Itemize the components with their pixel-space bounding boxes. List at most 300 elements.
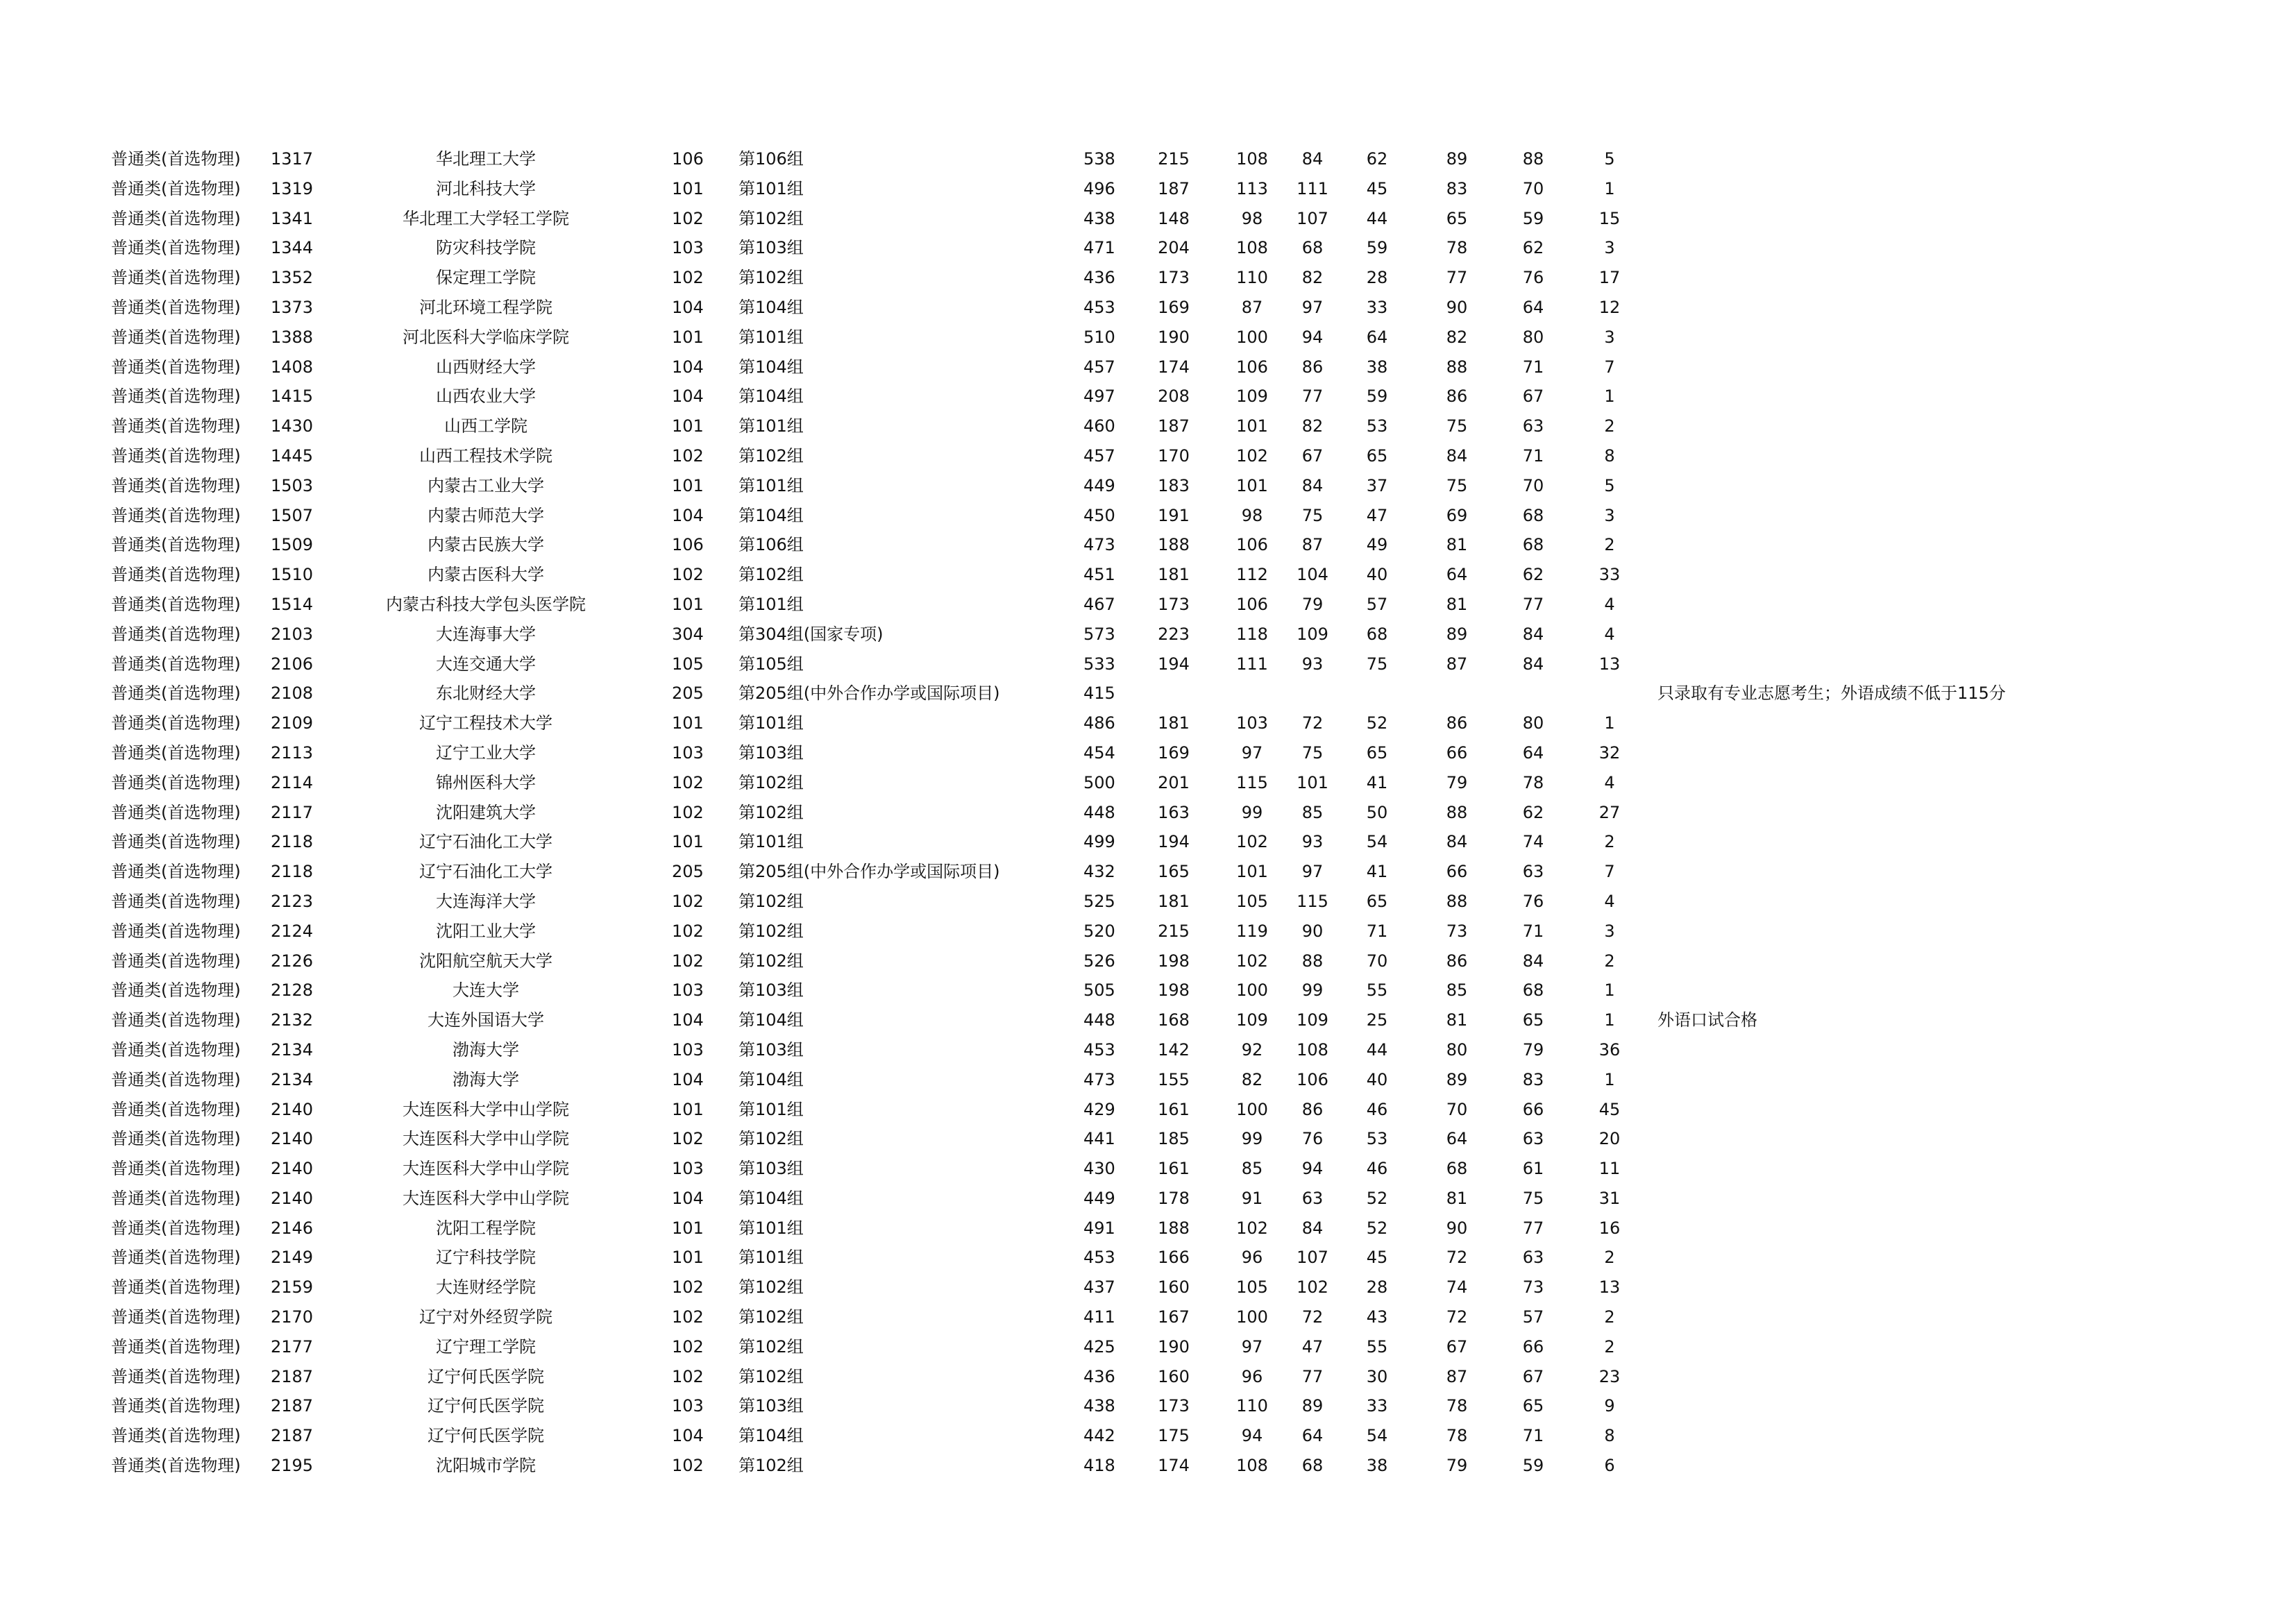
count-cell: 16: [1598, 1218, 1621, 1238]
score-4-cell: 53: [1366, 416, 1388, 436]
score-4-cell: 41: [1366, 772, 1388, 792]
total-score-cell: 411: [1083, 1307, 1115, 1327]
table-row: [0, 233, 2296, 263]
score-1-cell: 161: [1158, 1099, 1190, 1119]
table-row: [0, 411, 2296, 441]
group-name-cell: 第102组: [738, 891, 804, 911]
score-2-cell: 101: [1236, 475, 1268, 495]
score-2-cell: 82: [1241, 1069, 1263, 1089]
table-row: [0, 768, 2296, 798]
count-cell: 7: [1604, 357, 1615, 377]
score-4-cell: 57: [1366, 594, 1388, 614]
category-cell: 普通类(首选物理): [111, 1129, 241, 1149]
score-5-cell: 75: [1446, 475, 1468, 495]
score-1-cell: 187: [1158, 416, 1190, 436]
school-name-cell: 大连医科大学中山学院: [403, 1129, 569, 1149]
score-5-cell: 81: [1446, 1188, 1468, 1208]
total-score-cell: 429: [1083, 1099, 1115, 1119]
score-1-cell: 165: [1158, 862, 1190, 882]
group-name-cell: 第101组: [738, 1248, 804, 1268]
score-1-cell: 174: [1158, 1456, 1190, 1476]
score-6-cell: 59: [1522, 208, 1544, 228]
group-name-cell: 第102组: [738, 951, 804, 971]
total-score-cell: 471: [1083, 238, 1115, 258]
category-cell: 普通类(首选物理): [111, 1336, 241, 1357]
score-2-cell: 91: [1241, 1188, 1263, 1208]
group-name-cell: 第102组: [738, 1307, 804, 1327]
score-2-cell: 102: [1236, 445, 1268, 466]
table-row: [0, 1005, 2296, 1035]
school-name-cell: 内蒙古医科大学: [428, 565, 544, 585]
count-cell: 2: [1604, 951, 1615, 971]
table-row: [0, 530, 2296, 560]
table-row: [0, 560, 2296, 590]
score-2-cell: 109: [1236, 386, 1268, 407]
score-4-cell: 30: [1366, 1366, 1388, 1386]
group-name-cell: 第101组: [738, 1218, 804, 1238]
score-5-cell: 78: [1446, 1426, 1468, 1446]
total-score-cell: 453: [1083, 297, 1115, 317]
score-2-cell: 111: [1236, 654, 1268, 674]
score-3-cell: 107: [1297, 1248, 1328, 1268]
school-name-cell: 大连财经学院: [436, 1277, 536, 1298]
total-score-cell: 430: [1083, 1159, 1115, 1179]
school-code-cell: 2103: [271, 624, 314, 644]
score-1-cell: 170: [1158, 445, 1190, 466]
score-4-cell: 43: [1366, 1307, 1388, 1327]
group-code-cell: 102: [672, 921, 704, 941]
score-4-cell: 33: [1366, 297, 1388, 317]
total-score-cell: 415: [1083, 683, 1115, 704]
count-cell: 2: [1604, 416, 1615, 436]
total-score-cell: 432: [1083, 862, 1115, 882]
total-score-cell: 438: [1083, 1396, 1115, 1416]
score-1-cell: 201: [1158, 772, 1190, 792]
score-6-cell: 63: [1522, 862, 1544, 882]
score-5-cell: 74: [1446, 1277, 1468, 1298]
score-1-cell: 166: [1158, 1248, 1190, 1268]
total-score-cell: 425: [1083, 1336, 1115, 1357]
score-4-cell: 38: [1366, 1456, 1388, 1476]
score-2-cell: 94: [1241, 1426, 1263, 1446]
score-2-cell: 96: [1241, 1248, 1263, 1268]
score-1-cell: 174: [1158, 357, 1190, 377]
school-code-cell: 2140: [271, 1159, 314, 1179]
score-3-cell: 72: [1301, 713, 1324, 733]
group-name-cell: 第102组: [738, 565, 804, 585]
score-5-cell: 68: [1446, 1159, 1468, 1179]
group-name-cell: 第104组: [738, 1426, 804, 1446]
category-cell: 普通类(首选物理): [111, 327, 241, 347]
score-5-cell: 90: [1446, 1218, 1468, 1238]
total-score-cell: 526: [1083, 951, 1115, 971]
group-name-cell: 第102组: [738, 268, 804, 288]
total-score-cell: 436: [1083, 1366, 1115, 1386]
category-cell: 普通类(首选物理): [111, 594, 241, 614]
total-score-cell: 510: [1083, 327, 1115, 347]
school-code-cell: 1373: [271, 297, 314, 317]
score-2-cell: 100: [1236, 1099, 1268, 1119]
score-5-cell: 84: [1446, 832, 1468, 852]
category-cell: 普通类(首选物理): [111, 1277, 241, 1298]
score-3-cell: 86: [1301, 1099, 1324, 1119]
group-code-cell: 101: [672, 594, 704, 614]
score-5-cell: 77: [1446, 268, 1468, 288]
score-2-cell: 105: [1236, 1277, 1268, 1298]
score-4-cell: 37: [1366, 475, 1388, 495]
score-5-cell: 64: [1446, 1129, 1468, 1149]
group-code-cell: 102: [672, 951, 704, 971]
score-4-cell: 25: [1366, 1010, 1388, 1030]
score-2-cell: 96: [1241, 1366, 1263, 1386]
total-score-cell: 520: [1083, 921, 1115, 941]
school-code-cell: 2109: [271, 713, 314, 733]
category-cell: 普通类(首选物理): [111, 654, 241, 674]
school-name-cell: 河北环境工程学院: [419, 297, 552, 317]
total-score-cell: 448: [1083, 802, 1115, 822]
score-2-cell: 105: [1236, 891, 1268, 911]
school-code-cell: 1503: [271, 475, 314, 495]
count-cell: 2: [1604, 1336, 1615, 1357]
group-code-cell: 205: [672, 862, 704, 882]
group-code-cell: 102: [672, 891, 704, 911]
total-score-cell: 457: [1083, 357, 1115, 377]
score-6-cell: [1513, 679, 1553, 708]
score-4-cell: 71: [1366, 921, 1388, 941]
school-name-cell: 内蒙古科技大学包头医学院: [386, 594, 586, 614]
school-code-cell: 2187: [271, 1396, 314, 1416]
group-code-cell: 101: [672, 1248, 704, 1268]
score-6-cell: 63: [1522, 416, 1544, 436]
score-2-cell: 119: [1236, 921, 1268, 941]
score-3-cell: 64: [1301, 1426, 1324, 1446]
score-1-cell: 215: [1158, 921, 1190, 941]
score-4-cell: 68: [1366, 624, 1388, 644]
school-name-cell: 辽宁何氏医学院: [428, 1426, 544, 1446]
score-1-cell: 187: [1158, 178, 1190, 198]
score-3-cell: 84: [1301, 149, 1324, 169]
table-row: [0, 1214, 2296, 1243]
group-name-cell: 第103组: [738, 980, 804, 1001]
table-row: [0, 1302, 2296, 1332]
score-6-cell: 66: [1522, 1099, 1544, 1119]
score-2-cell: 102: [1236, 1218, 1268, 1238]
score-6-cell: 57: [1522, 1307, 1544, 1327]
score-6-cell: 76: [1522, 268, 1544, 288]
school-name-cell: 大连大学: [453, 980, 519, 1001]
score-5-cell: [1437, 679, 1477, 708]
school-code-cell: 2118: [271, 862, 314, 882]
group-code-cell: 101: [672, 832, 704, 852]
score-2-cell: 109: [1236, 1010, 1268, 1030]
score-3-cell: 108: [1297, 1039, 1328, 1060]
score-3-cell: 94: [1301, 1159, 1324, 1179]
school-name-cell: 辽宁工程技术大学: [419, 713, 552, 733]
score-5-cell: 72: [1446, 1307, 1468, 1327]
score-3-cell: 72: [1301, 1307, 1324, 1327]
score-4-cell: 38: [1366, 357, 1388, 377]
score-2-cell: 87: [1241, 297, 1263, 317]
score-4-cell: 40: [1366, 1069, 1388, 1089]
table-row: [0, 679, 2296, 708]
category-cell: 普通类(首选物理): [111, 1099, 241, 1119]
score-3-cell: 86: [1301, 357, 1324, 377]
school-name-cell: 辽宁何氏医学院: [428, 1366, 544, 1386]
category-cell: 普通类(首选物理): [111, 565, 241, 585]
group-code-cell: 102: [672, 1366, 704, 1386]
total-score-cell: 499: [1083, 832, 1115, 852]
score-3-cell: 104: [1297, 565, 1328, 585]
school-name-cell: 内蒙古师范大学: [428, 505, 544, 525]
group-name-cell: 第205组(中外合作办学或国际项目): [738, 683, 1000, 704]
score-6-cell: 62: [1522, 802, 1544, 822]
group-name-cell: 第103组: [738, 1039, 804, 1060]
score-6-cell: 84: [1522, 624, 1544, 644]
total-score-cell: 467: [1083, 594, 1115, 614]
score-1-cell: 181: [1158, 713, 1190, 733]
school-name-cell: 山西工学院: [444, 416, 527, 436]
score-3-cell: 77: [1301, 386, 1324, 407]
total-score-cell: 533: [1083, 654, 1115, 674]
score-6-cell: 83: [1522, 1069, 1544, 1089]
score-6-cell: 76: [1522, 891, 1544, 911]
count-cell: 6: [1604, 1456, 1615, 1476]
total-score-cell: 451: [1083, 565, 1115, 585]
score-6-cell: 73: [1522, 1277, 1544, 1298]
score-2-cell: 102: [1236, 951, 1268, 971]
group-name-cell: 第103组: [738, 238, 804, 258]
school-code-cell: 1509: [271, 535, 314, 555]
score-3-cell: 68: [1301, 238, 1324, 258]
count-cell: 13: [1598, 654, 1621, 674]
score-4-cell: 44: [1366, 1039, 1388, 1060]
school-code-cell: 1510: [271, 565, 314, 585]
total-score-cell: 453: [1083, 1248, 1115, 1268]
category-cell: 普通类(首选物理): [111, 357, 241, 377]
score-1-cell: 173: [1158, 594, 1190, 614]
group-name-cell: 第104组: [738, 357, 804, 377]
score-2-cell: 98: [1241, 505, 1263, 525]
score-4-cell: 45: [1366, 178, 1388, 198]
school-code-cell: 2140: [271, 1129, 314, 1149]
score-3-cell: 63: [1301, 1188, 1324, 1208]
score-5-cell: 66: [1446, 742, 1468, 763]
group-name-cell: 第101组: [738, 832, 804, 852]
score-2-cell: 97: [1241, 742, 1263, 763]
school-code-cell: 2108: [271, 683, 314, 704]
score-5-cell: 79: [1446, 772, 1468, 792]
group-code-cell: 102: [672, 268, 704, 288]
score-4-cell: 55: [1366, 1336, 1388, 1357]
school-code-cell: 1430: [271, 416, 314, 436]
table-row: [0, 144, 2296, 174]
score-5-cell: 86: [1446, 951, 1468, 971]
score-6-cell: 67: [1522, 1366, 1544, 1386]
count-cell: 1: [1604, 1010, 1615, 1030]
school-code-cell: 2134: [271, 1069, 314, 1089]
score-1-cell: 173: [1158, 1396, 1190, 1416]
score-1-cell: 175: [1158, 1426, 1190, 1446]
school-name-cell: 沈阳工业大学: [436, 921, 536, 941]
score-5-cell: 64: [1446, 565, 1468, 585]
count-cell: 2: [1604, 1248, 1615, 1268]
score-6-cell: 88: [1522, 149, 1544, 169]
category-cell: 普通类(首选物理): [111, 1456, 241, 1476]
score-4-cell: 49: [1366, 535, 1388, 555]
school-name-cell: 锦州医科大学: [436, 772, 536, 792]
score-6-cell: 80: [1522, 713, 1544, 733]
category-cell: 普通类(首选物理): [111, 1426, 241, 1446]
note-cell: 只录取有专业志愿考生；外语成绩不低于115分: [1657, 683, 2006, 704]
score-2-cell: 97: [1241, 1336, 1263, 1357]
total-score-cell: 449: [1083, 1188, 1115, 1208]
category-cell: 普通类(首选物理): [111, 505, 241, 525]
score-6-cell: 64: [1522, 742, 1544, 763]
group-code-cell: 101: [672, 416, 704, 436]
category-cell: 普通类(首选物理): [111, 475, 241, 495]
score-4-cell: 62: [1366, 149, 1388, 169]
score-4-cell: 64: [1366, 327, 1388, 347]
score-5-cell: 70: [1446, 1099, 1468, 1119]
total-score-cell: 525: [1083, 891, 1115, 911]
school-code-cell: 1344: [271, 238, 314, 258]
school-code-cell: 2113: [271, 742, 314, 763]
score-5-cell: 86: [1446, 386, 1468, 407]
group-name-cell: 第205组(中外合作办学或国际项目): [738, 862, 1000, 882]
school-code-cell: 2140: [271, 1188, 314, 1208]
school-code-cell: 1507: [271, 505, 314, 525]
category-cell: 普通类(首选物理): [111, 921, 241, 941]
score-5-cell: 84: [1446, 445, 1468, 466]
group-name-cell: 第102组: [738, 1456, 804, 1476]
group-name-cell: 第102组: [738, 802, 804, 822]
score-3-cell: 77: [1301, 1366, 1324, 1386]
group-code-cell: 101: [672, 475, 704, 495]
school-name-cell: 大连医科大学中山学院: [403, 1159, 569, 1179]
count-cell: 4: [1604, 594, 1615, 614]
score-4-cell: 44: [1366, 208, 1388, 228]
score-6-cell: 70: [1522, 475, 1544, 495]
category-cell: 普通类(首选物理): [111, 742, 241, 763]
count-cell: 1: [1604, 713, 1615, 733]
score-3-cell: 88: [1301, 951, 1324, 971]
score-3-cell: 107: [1297, 208, 1328, 228]
group-code-cell: 104: [672, 1010, 704, 1030]
group-code-cell: 205: [672, 683, 704, 704]
total-score-cell: 437: [1083, 1277, 1115, 1298]
score-2-cell: 106: [1236, 594, 1268, 614]
count-cell: 12: [1598, 297, 1621, 317]
score-4-cell: 47: [1366, 505, 1388, 525]
table-row: [0, 204, 2296, 234]
table-row: [0, 352, 2296, 382]
score-4-cell: 52: [1366, 1188, 1388, 1208]
school-name-cell: 大连海事大学: [436, 624, 536, 644]
category-cell: 普通类(首选物理): [111, 1010, 241, 1030]
count-cell: 3: [1604, 505, 1615, 525]
school-code-cell: 2123: [271, 891, 314, 911]
score-4-cell: 33: [1366, 1396, 1388, 1416]
score-1-cell: 190: [1158, 327, 1190, 347]
score-5-cell: 72: [1446, 1248, 1468, 1268]
school-code-cell: 1415: [271, 386, 314, 407]
count-cell: 1: [1604, 178, 1615, 198]
count-cell: 9: [1604, 1396, 1615, 1416]
score-6-cell: 70: [1522, 178, 1544, 198]
score-2-cell: 108: [1236, 238, 1268, 258]
group-code-cell: 304: [672, 624, 704, 644]
score-6-cell: 78: [1522, 772, 1544, 792]
total-score-cell: 538: [1083, 149, 1115, 169]
table-row: [0, 323, 2296, 352]
table-row: [0, 1035, 2296, 1065]
table-row: [0, 1243, 2296, 1273]
score-6-cell: 61: [1522, 1159, 1544, 1179]
total-score-cell: 450: [1083, 505, 1115, 525]
school-code-cell: 1445: [271, 445, 314, 466]
score-4-cell: 75: [1366, 654, 1388, 674]
school-code-cell: 1341: [271, 208, 314, 228]
score-1-cell: 148: [1158, 208, 1190, 228]
group-name-cell: 第104组: [738, 1010, 804, 1030]
count-cell: 5: [1604, 149, 1615, 169]
score-4-cell: 54: [1366, 832, 1388, 852]
category-cell: 普通类(首选物理): [111, 832, 241, 852]
score-6-cell: 66: [1522, 1336, 1544, 1357]
score-3-cell: 97: [1301, 297, 1324, 317]
score-2-cell: 100: [1236, 980, 1268, 1001]
score-3-cell: 87: [1301, 535, 1324, 555]
score-5-cell: 78: [1446, 1396, 1468, 1416]
group-code-cell: 102: [672, 565, 704, 585]
category-cell: 普通类(首选物理): [111, 416, 241, 436]
count-cell: 20: [1598, 1129, 1621, 1149]
category-cell: 普通类(首选物理): [111, 1039, 241, 1060]
score-3-cell: 75: [1301, 742, 1324, 763]
table-row: [0, 441, 2296, 471]
score-3-cell: 82: [1301, 268, 1324, 288]
score-3-cell: 99: [1301, 980, 1324, 1001]
group-name-cell: 第102组: [738, 1129, 804, 1149]
school-code-cell: 1352: [271, 268, 314, 288]
school-code-cell: 2187: [271, 1366, 314, 1386]
score-3-cell: 79: [1301, 594, 1324, 614]
total-score-cell: 497: [1083, 386, 1115, 407]
group-code-cell: 106: [672, 535, 704, 555]
score-3-cell: 82: [1301, 416, 1324, 436]
total-score-cell: 438: [1083, 208, 1115, 228]
count-cell: 36: [1598, 1039, 1621, 1060]
table-row: [0, 1451, 2296, 1481]
score-1-cell: 183: [1158, 475, 1190, 495]
score-4-cell: 46: [1366, 1159, 1388, 1179]
score-3-cell: [1292, 679, 1333, 708]
score-6-cell: 64: [1522, 297, 1544, 317]
score-2-cell: 110: [1236, 268, 1268, 288]
category-cell: 普通类(首选物理): [111, 1396, 241, 1416]
group-code-cell: 102: [672, 1307, 704, 1327]
count-cell: 17: [1598, 268, 1621, 288]
count-cell: 13: [1598, 1277, 1621, 1298]
school-code-cell: 1514: [271, 594, 314, 614]
total-score-cell: 418: [1083, 1456, 1115, 1476]
score-1-cell: 160: [1158, 1366, 1190, 1386]
score-2-cell: 101: [1236, 862, 1268, 882]
count-cell: 2: [1604, 1307, 1615, 1327]
category-cell: 普通类(首选物理): [111, 238, 241, 258]
score-2-cell: 118: [1236, 624, 1268, 644]
count-cell: 31: [1598, 1188, 1621, 1208]
